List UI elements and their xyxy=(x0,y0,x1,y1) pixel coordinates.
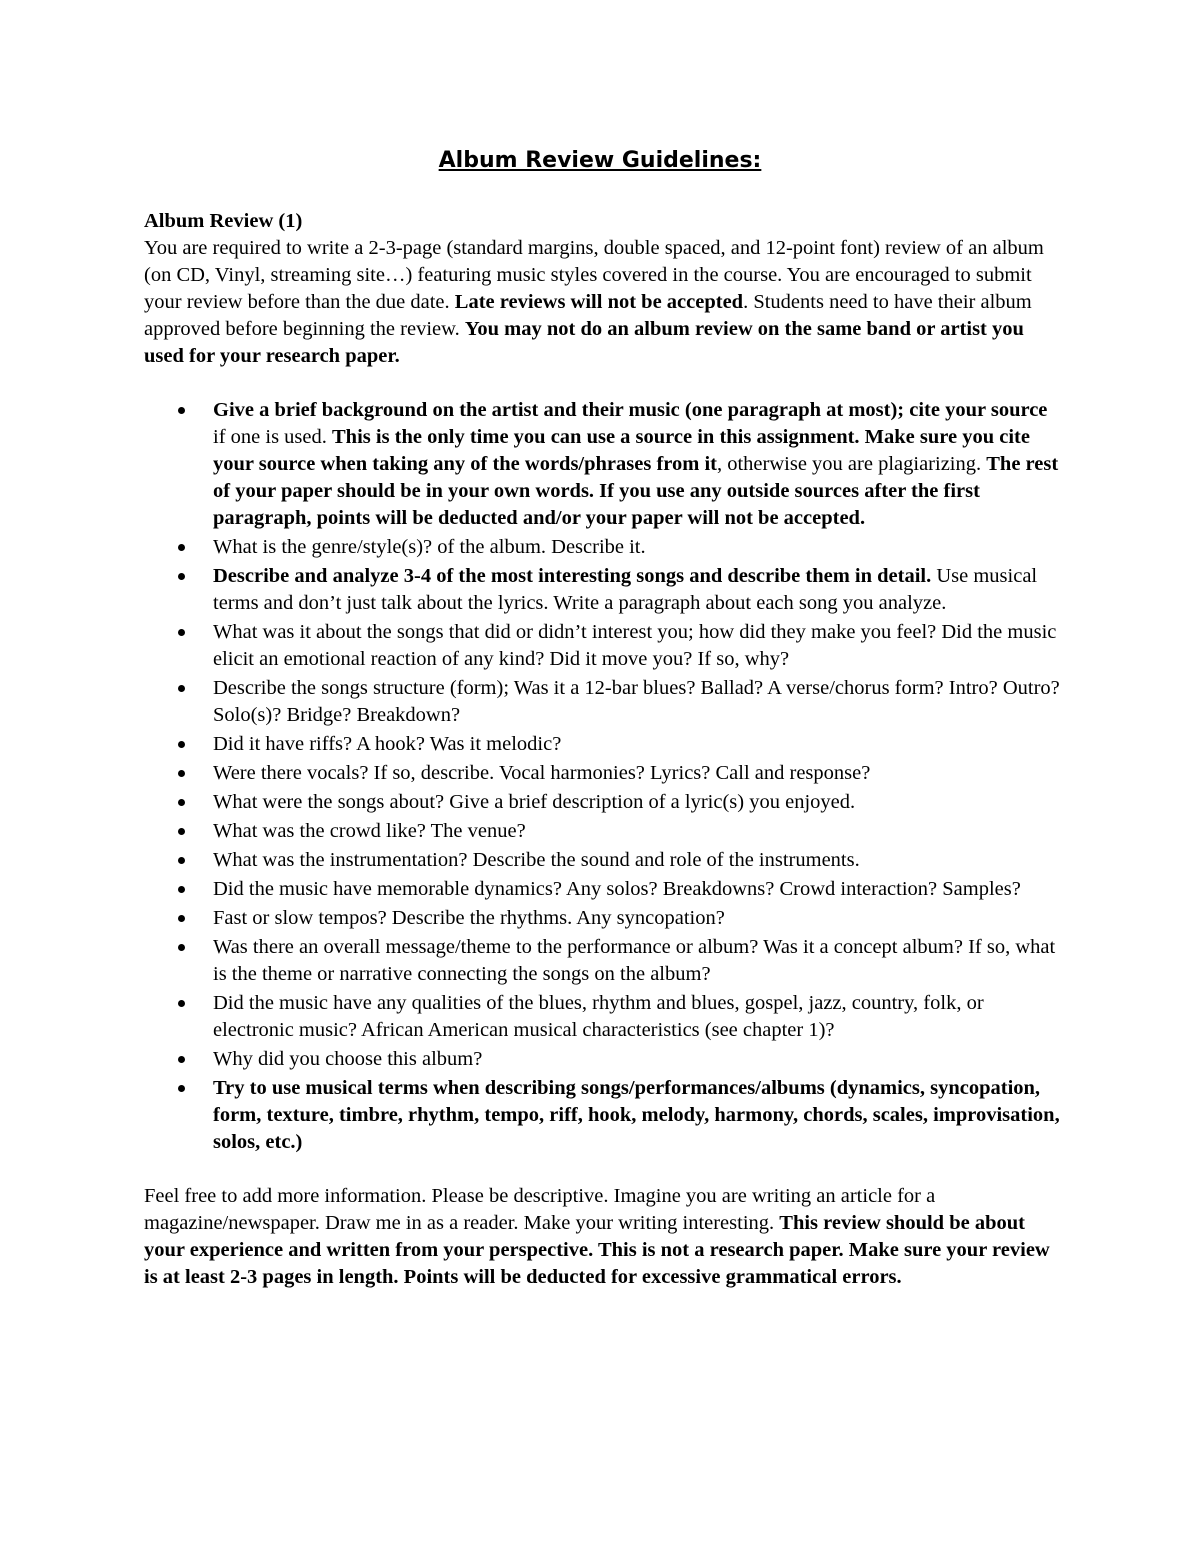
section-heading: Album Review (1) xyxy=(144,210,303,232)
list-item-run: What was it about the songs that did or didn’t interest you; how did they make you feel? Did the music elicit an emotional reaction of any kind? Did it move you? If so, why? xyxy=(213,621,1057,670)
intro-run: . Students need to have their album approved before beginning the review. xyxy=(144,291,1032,340)
list-item-run: Was there an overall message/theme to the performance or album? Was it a concept album? If so, what is the theme or narrative connecting the songs on the album? xyxy=(213,936,1056,985)
list-item-run: , otherwise you are plagiarizing. xyxy=(716,453,987,475)
list-item-run: Fast or slow tempos? Describe the rhythms. Any syncopation? xyxy=(213,907,725,929)
bullet-icon xyxy=(178,741,185,748)
intro-run: You are required to write a 2-3-page (standard margins, double spaced, and 12-point font) review of an album (on CD, Vinyl, streaming site…) featuring music styles covered in the course. You are encouraged to submit your review before than the due date. xyxy=(144,237,1044,313)
list-item xyxy=(144,818,1064,845)
intro-run-bold: You may not do an album review on the same band or artist you used for your research paper. xyxy=(144,318,1024,367)
bullet-icon xyxy=(178,886,185,893)
bullet-icon xyxy=(178,629,185,636)
list-item xyxy=(144,731,1064,758)
list-item-run: What is the genre/style(s)? of the album. Describe it. xyxy=(213,536,646,558)
guideline-list xyxy=(144,397,1064,1156)
list-item xyxy=(144,876,1064,903)
bullet-icon xyxy=(178,799,185,806)
list-item xyxy=(144,934,1064,988)
list-item xyxy=(144,905,1064,932)
bullet-icon xyxy=(178,1085,185,1092)
bullet-icon xyxy=(178,544,185,551)
list-item xyxy=(144,789,1064,816)
list-item-run: Did the music have any qualities of the blues, rhythm and blues, gospel, jazz, country, folk, or electronic music? African American musical characteristics (see chapter 1)? xyxy=(213,992,984,1041)
list-item xyxy=(144,534,1064,561)
bullet-icon xyxy=(178,573,185,580)
list-item xyxy=(144,760,1064,787)
closing-paragraph xyxy=(144,1183,1064,1291)
intro-run-bold: Late reviews will not be accepted xyxy=(454,291,744,313)
list-item-run: Were there vocals? If so, describe. Vocal harmonies? Lyrics? Call and response? xyxy=(213,762,871,784)
bullet-icon xyxy=(178,944,185,951)
list-item-run-bold: Give a brief background on the artist and their music (one paragraph at most); cite your source xyxy=(213,399,1048,421)
list-item xyxy=(144,847,1064,874)
bullet-icon xyxy=(178,685,185,692)
bullet-icon xyxy=(178,1056,185,1063)
closing-run: Feel free to add more information. Please be descriptive. Imagine you are writing an article for a magazine/newspaper. Draw me in as a reader. Make your writing interesting. xyxy=(144,1185,936,1234)
bullet-icon xyxy=(178,1000,185,1007)
list-item xyxy=(144,675,1064,729)
list-item-run: What was the crowd like? The venue? xyxy=(213,820,526,842)
list-item-run: Describe the songs structure (form); Was it a 12-bar blues? Ballad? A verse/chorus form? Intro? Outro? Solo(s)? Bridge? Breakdown? xyxy=(213,677,1060,726)
list-item xyxy=(144,1046,1064,1073)
list-item-run: What were the songs about? Give a brief description of a lyric(s) you enjoyed. xyxy=(213,791,856,813)
intro-paragraph xyxy=(144,235,1064,370)
list-item-run: What was the instrumentation? Describe the sound and role of the instruments. xyxy=(213,849,860,871)
list-item xyxy=(144,619,1064,673)
bullet-icon xyxy=(178,915,185,922)
list-item xyxy=(144,1075,1064,1156)
list-item-run: Why did you choose this album? xyxy=(213,1048,483,1070)
page-title: Album Review Guidelines: xyxy=(438,148,762,173)
list-item xyxy=(144,563,1064,617)
bullet-icon xyxy=(178,770,185,777)
list-item-run-bold: The rest of your paper should be in your own words. If you use any outside sources after the first paragraph, points will be deducted and/or your paper will not be accepted. xyxy=(213,453,1059,529)
bullet-icon xyxy=(178,828,185,835)
list-item-run: if one is used. xyxy=(213,426,332,448)
list-item-run: Did it have riffs? A hook? Was it melodic? xyxy=(213,733,562,755)
bullet-icon xyxy=(178,407,185,414)
list-item-run-bold: Try to use musical terms when describing songs/performances/albums (dynamics, syncopation, form, texture, timbre, rhythm, tempo, riff, hook, melody, harmony, chords, scales, improvisation, solos, etc.) xyxy=(213,1077,1060,1153)
list-item xyxy=(144,397,1064,532)
list-item-run: Did the music have memorable dynamics? Any solos? Breakdowns? Crowd interaction? Samples? xyxy=(213,878,1021,900)
document-body xyxy=(144,208,1064,1291)
list-item-run-bold: Describe and analyze 3-4 of the most interesting songs and describe them in detail. xyxy=(213,565,932,587)
list-item xyxy=(144,990,1064,1044)
bullet-icon xyxy=(178,857,185,864)
closing-run-bold: This review should be about your experience and written from your perspective. This is not a research paper. Make sure your review is at least 2-3 pages in length. Points will be deducted for excessive grammatical errors. xyxy=(144,1212,1050,1288)
list-item-run-bold: This is the only time you can use a source in this assignment. Make sure you cite your source when taking any of the words/phrases from it xyxy=(213,426,1030,475)
list-item-run: Use musical terms and don’t just talk about the lyrics. Write a paragraph about each song you analyze. xyxy=(213,565,1038,614)
